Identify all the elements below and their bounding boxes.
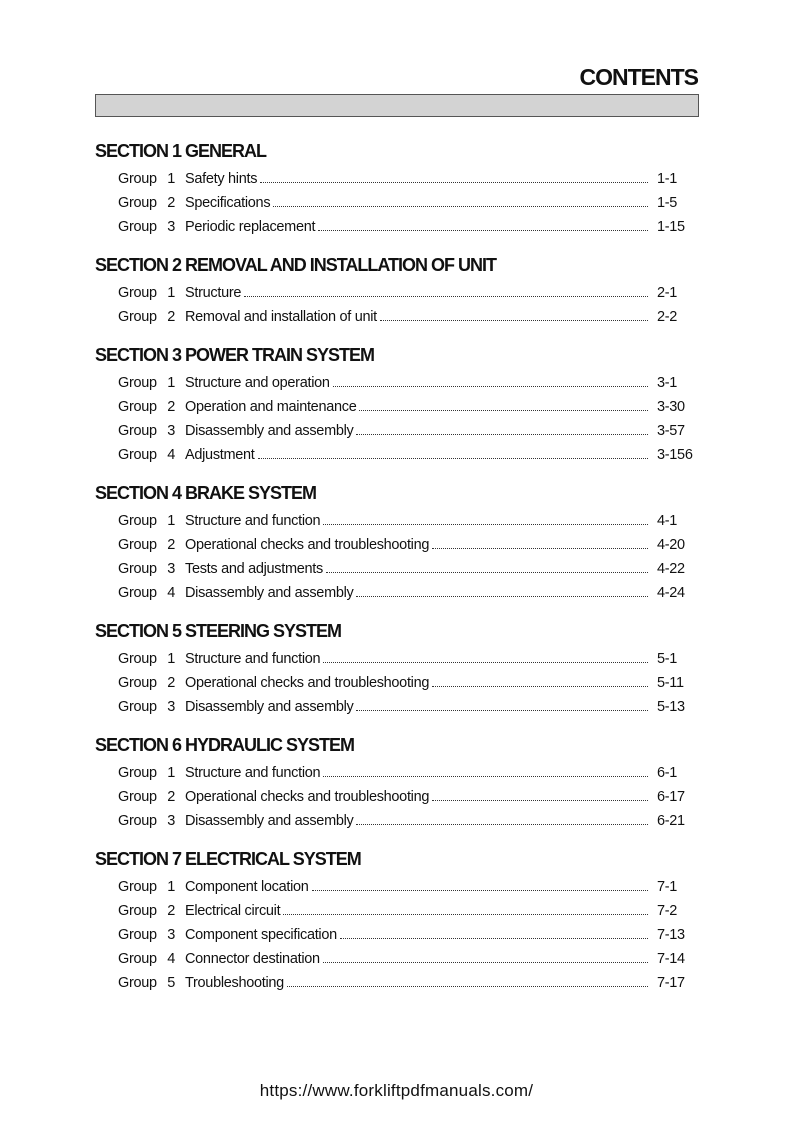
entry-body: [185, 419, 651, 443]
toc-entry-section3-group4[interactable]: [95, 443, 695, 467]
dot-leader: [323, 647, 648, 663]
group-label: Group: [118, 975, 157, 991]
entry-page-number: 6-1: [657, 765, 678, 781]
section-title: SECTION 1 GENERAL: [95, 141, 267, 161]
entry-page-number: 5-13: [657, 699, 685, 715]
group-label: Group: [118, 537, 157, 553]
group-number: 1: [167, 513, 175, 529]
title-bar: [95, 94, 699, 117]
toc-entry-section7-group1[interactable]: [95, 875, 695, 899]
group-number: 3: [167, 219, 175, 235]
toc-section-1: [95, 139, 695, 239]
dot-leader: [312, 875, 648, 891]
entry-page-number: 4-22: [657, 561, 685, 577]
entry-body: [185, 191, 651, 215]
entry-page-number: 1-1: [657, 171, 678, 187]
toc-entry-section7-group3[interactable]: [95, 923, 695, 947]
toc-entry-section3-group3[interactable]: [95, 419, 695, 443]
section-title: SECTION 6 HYDRAULIC SYSTEM: [95, 735, 355, 755]
group-number: 1: [167, 879, 175, 895]
toc-entry-section1-group3[interactable]: [95, 215, 695, 239]
toc-entry-section6-group1[interactable]: [95, 761, 695, 785]
entry-title: Electrical circuit: [185, 903, 281, 919]
toc-entry-section7-group2[interactable]: [95, 899, 695, 923]
group-number: 1: [167, 765, 175, 781]
group-number: 4: [167, 951, 175, 967]
group-label: Group: [118, 651, 157, 667]
dot-leader: [287, 971, 648, 987]
dot-leader: [359, 395, 648, 411]
entry-title: Safety hints: [185, 171, 258, 187]
entry-body: [185, 509, 651, 533]
entry-body: [185, 923, 651, 947]
entry-body: [185, 671, 651, 695]
entry-body: [185, 695, 651, 719]
entry-title: Periodic replacement: [185, 219, 316, 235]
group-label: Group: [118, 171, 157, 187]
toc-section-6: [95, 733, 695, 833]
section-groups: [95, 761, 695, 833]
entry-body: [185, 809, 651, 833]
group-label: Group: [118, 675, 157, 691]
dot-leader: [323, 947, 648, 963]
section-title: SECTION 2 REMOVAL AND INSTALLATION OF UNIT: [95, 255, 496, 275]
entry-title: Operational checks and troubleshooting: [185, 675, 430, 691]
section-title: SECTION 7 ELECTRICAL SYSTEM: [95, 849, 361, 869]
group-label: Group: [118, 789, 157, 805]
group-number: 1: [167, 171, 175, 187]
entry-page-number: 3-57: [657, 423, 685, 439]
entry-page-number: 6-21: [657, 813, 685, 829]
dot-leader: [273, 191, 648, 207]
entry-page-number: 5-11: [657, 675, 684, 691]
toc-section-5: [95, 619, 695, 719]
group-number: 1: [167, 375, 175, 391]
entry-body: [185, 395, 651, 419]
group-number: 1: [167, 651, 175, 667]
entry-page-number: 4-24: [657, 585, 685, 601]
entry-title: Operation and maintenance: [185, 399, 357, 415]
dot-leader: [356, 581, 648, 597]
toc-entry-section3-group2[interactable]: [95, 395, 695, 419]
entry-body: [185, 785, 651, 809]
group-number: 3: [167, 813, 175, 829]
dot-leader: [283, 899, 648, 915]
toc-entry-section7-group4[interactable]: [95, 947, 695, 971]
toc-entry-section4-group4[interactable]: [95, 581, 695, 605]
entry-title: Disassembly and assembly: [185, 423, 354, 439]
section-title: SECTION 5 STEERING SYSTEM: [95, 621, 342, 641]
entry-title: Tests and adjustments: [185, 561, 323, 577]
dot-leader: [260, 167, 648, 183]
entry-body: [185, 875, 651, 899]
entry-body: [185, 533, 651, 557]
entry-page-number: 6-17: [657, 789, 685, 805]
group-number: 2: [167, 675, 175, 691]
section-groups: [95, 875, 695, 995]
group-label: Group: [118, 399, 157, 415]
entry-page-number: 2-1: [657, 285, 678, 301]
dot-leader: [244, 281, 648, 297]
dot-leader: [258, 443, 648, 459]
entry-title: Structure and function: [185, 765, 321, 781]
toc-entry-section5-group3[interactable]: [95, 695, 695, 719]
entry-body: [185, 947, 651, 971]
section-groups: [95, 167, 695, 239]
dot-leader: [333, 371, 648, 387]
group-number: 2: [167, 903, 175, 919]
group-label: Group: [118, 219, 157, 235]
entry-title: Operational checks and troubleshooting: [185, 537, 430, 553]
entry-page-number: 5-1: [657, 651, 678, 667]
entry-page-number: 7-1: [657, 879, 678, 895]
dot-leader: [326, 557, 648, 573]
entry-title: Structure and function: [185, 513, 321, 529]
entry-title: Disassembly and assembly: [185, 813, 354, 829]
group-number: 3: [167, 699, 175, 715]
section-groups: [95, 509, 695, 605]
group-label: Group: [118, 765, 157, 781]
page-title: CONTENTS: [579, 64, 698, 90]
toc-entry-section2-group2[interactable]: [95, 305, 695, 329]
entry-body: [185, 215, 651, 239]
toc-entry-section1-group2[interactable]: [95, 191, 695, 215]
entry-title: Component location: [185, 879, 309, 895]
entry-body: [185, 371, 651, 395]
section-groups: [95, 281, 695, 329]
toc-entry-section1-group1[interactable]: [95, 167, 695, 191]
group-label: Group: [118, 375, 157, 391]
group-number: 3: [167, 561, 175, 577]
group-number: 4: [167, 585, 175, 601]
toc-entry-section6-group2[interactable]: [95, 785, 695, 809]
toc-section-4: [95, 481, 695, 605]
entry-body: [185, 443, 651, 467]
entry-body: [185, 557, 651, 581]
entry-title: Structure: [185, 285, 242, 301]
group-number: 3: [167, 927, 175, 943]
dot-leader: [318, 215, 648, 231]
toc-section-7: [95, 847, 695, 995]
entry-body: [185, 305, 651, 329]
group-label: Group: [118, 585, 157, 601]
group-number: 2: [167, 399, 175, 415]
entry-title: Structure and function: [185, 651, 321, 667]
entry-title: Disassembly and assembly: [185, 585, 354, 601]
toc-entry-section2-group1[interactable]: [95, 281, 695, 305]
entry-title: Specifications: [185, 195, 271, 211]
group-number: 2: [167, 789, 175, 805]
footer-url: https://www.forkliftpdfmanuals.com/: [259, 1081, 534, 1100]
toc-entry-section4-group3[interactable]: [95, 557, 695, 581]
section-groups: [95, 647, 695, 719]
section-groups: [95, 371, 695, 467]
entry-title: Component specification: [185, 927, 337, 943]
toc-entry-section5-group2[interactable]: [95, 671, 695, 695]
toc-section-2: [95, 253, 695, 329]
group-number: 5: [167, 975, 175, 991]
dot-leader: [323, 509, 648, 525]
entry-body: [185, 581, 651, 605]
toc-entry-section4-group1[interactable]: [95, 509, 695, 533]
group-label: Group: [118, 879, 157, 895]
entry-body: [185, 899, 651, 923]
entry-page-number: 1-15: [657, 219, 685, 235]
dot-leader: [380, 305, 648, 321]
dot-leader: [323, 761, 648, 777]
group-label: Group: [118, 447, 157, 463]
group-label: Group: [118, 903, 157, 919]
entry-page-number: 3-30: [657, 399, 685, 415]
entry-body: [185, 167, 651, 191]
toc-entry-section5-group1[interactable]: [95, 647, 695, 671]
dot-leader: [340, 923, 648, 939]
entry-page-number: 1-5: [657, 195, 678, 211]
entry-title: Disassembly and assembly: [185, 699, 354, 715]
group-number: 4: [167, 447, 175, 463]
entry-body: [185, 971, 651, 995]
toc-section-3: [95, 343, 695, 467]
entry-page-number: 7-17: [657, 975, 685, 991]
entry-body: [185, 647, 651, 671]
group-label: Group: [118, 699, 157, 715]
toc-entry-section7-group5[interactable]: [95, 971, 695, 995]
group-number: 2: [167, 195, 175, 211]
group-label: Group: [118, 927, 157, 943]
entry-body: [185, 281, 651, 305]
group-label: Group: [118, 513, 157, 529]
dot-leader: [432, 533, 648, 549]
group-number: 3: [167, 423, 175, 439]
entry-title: Structure and operation: [185, 375, 330, 391]
group-label: Group: [118, 285, 157, 301]
entry-body: [185, 761, 651, 785]
entry-page-number: 3-1: [657, 375, 678, 391]
group-label: Group: [118, 309, 157, 325]
entry-page-number: 4-20: [657, 537, 685, 553]
group-label: Group: [118, 951, 157, 967]
dot-leader: [356, 809, 648, 825]
toc-entry-section6-group3[interactable]: [95, 809, 695, 833]
group-label: Group: [118, 561, 157, 577]
group-label: Group: [118, 813, 157, 829]
entry-page-number: 4-1: [657, 513, 678, 529]
section-title: SECTION 4 BRAKE SYSTEM: [95, 483, 317, 503]
entry-title: Removal and installation of unit: [185, 309, 377, 325]
dot-leader: [432, 671, 648, 687]
entry-page-number: 7-13: [657, 927, 685, 943]
entry-page-number: 3-156: [657, 447, 693, 463]
entry-page-number: 2-2: [657, 309, 678, 325]
dot-leader: [356, 695, 648, 711]
dot-leader: [432, 785, 648, 801]
group-number: 2: [167, 537, 175, 553]
entry-page-number: 7-14: [657, 951, 685, 967]
entry-title: Operational checks and troubleshooting: [185, 789, 430, 805]
group-number: 2: [167, 309, 175, 325]
entry-title: Connector destination: [185, 951, 320, 967]
entry-page-number: 7-2: [657, 903, 678, 919]
group-label: Group: [118, 195, 157, 211]
dot-leader: [356, 419, 648, 435]
toc-entry-section4-group2[interactable]: [95, 533, 695, 557]
entry-title: Troubleshooting: [185, 975, 284, 991]
group-label: Group: [118, 423, 157, 439]
entry-title: Adjustment: [185, 447, 255, 463]
group-number: 1: [167, 285, 175, 301]
toc-entry-section3-group1[interactable]: [95, 371, 695, 395]
table-of-contents: [95, 139, 695, 1009]
section-title: SECTION 3 POWER TRAIN SYSTEM: [95, 345, 375, 365]
